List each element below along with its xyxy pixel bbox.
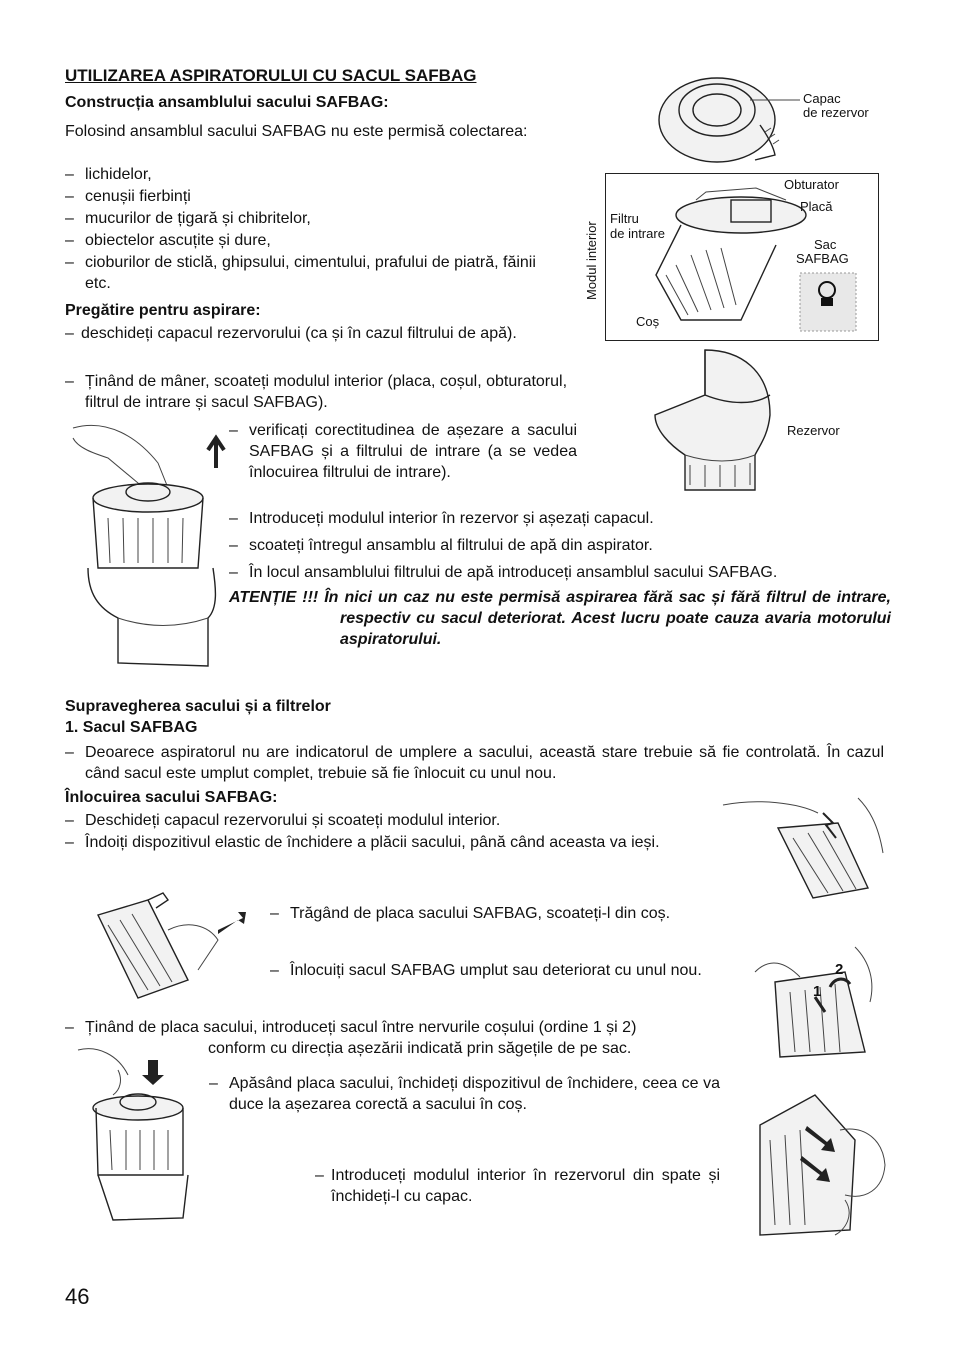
list-item: – cenușii fierbinți <box>65 188 191 205</box>
section-heading-preparation: Pregătire pentru aspirare: <box>65 302 261 319</box>
list-item: – Introduceți modulul interior în rezervorul din spate și închideți-l cu capac. <box>315 1167 720 1205</box>
list-item-continuation: conform cu direcția așezării indicată prin săgețile de pe sac. <box>208 1040 632 1057</box>
tank-cap-illustration <box>655 70 805 170</box>
list-item: – verificați corectitudinea de așezare a sacului SAFBAG și a filtrului de intrare (a se vedea înlocuirea filtrului de intrare). <box>229 422 577 481</box>
step-number-2: 2 <box>835 961 844 978</box>
attention-warning: ATENȚIE !!! În nici un caz nu este permisă aspirarea fără sac și fără filtrul de intrare, respectiv cu sacul deteriorat. Acest lucru poate cauza avaria motorului aspiratorului. <box>229 589 891 648</box>
section-heading-construction: Construcția ansamblului sacului SAFBAG: <box>65 94 389 111</box>
list-item: – obiectelor ascuțite și dure, <box>65 232 271 249</box>
section-heading-supervision: Supravegherea sacului și a filtrelor <box>65 698 331 715</box>
list-item: – scoateți întregul ansamblu al filtrului de apă din aspirator. <box>229 537 653 554</box>
safbag-bag-icon <box>799 272 857 332</box>
label-filtru: Filtru <box>610 211 639 226</box>
bend-clip-illustration <box>718 793 888 903</box>
list-item: – Îndoiți dispozitivul elastic de închidere a plăcii sacului, până când aceasta va ieși. <box>65 834 660 851</box>
subheading-safbag: 1. Sacul SAFBAG <box>65 719 198 736</box>
label-cos: Coș <box>636 314 660 329</box>
list-item: – Ținând de placa sacului, introduceți sacul între nervurile coșului (ordine 1 și 2) <box>65 1019 637 1036</box>
insert-bag-illustration <box>745 942 885 1062</box>
label-rezervor: Rezervor <box>787 423 840 438</box>
list-item: – Apăsând placa sacului, închideți dispozitivul de închidere, ceea ce va duce la așezarea corectă a sacului în coș. <box>209 1075 720 1113</box>
label-obturator: Obturator <box>784 177 839 192</box>
list-item: – Trăgând de placa sacului SAFBAG, scoateți-l din coș. <box>270 905 671 922</box>
label-capac: Capac <box>803 91 841 106</box>
list-item: – cioburilor de sticlă, ghipsului, cimentului, prafului de piatră, făinii etc. <box>65 254 536 292</box>
press-plate-illustration <box>68 1040 198 1225</box>
list-item: – Deoarece aspiratorul nu are indicatorul de umplere a sacului, această stare trebuie să fie controlată. În cazul când sacul este umplut complet, trebuie să fie înlocuit cu unul nou. <box>65 744 884 782</box>
label-modul-interior: Modul interior <box>584 221 599 300</box>
label-de-intrare: de intrare <box>610 226 665 241</box>
insert-module-illustration <box>745 1090 890 1240</box>
label-safbag: SAFBAG <box>796 251 849 266</box>
label-sac: Sac <box>814 237 837 252</box>
list-item: – mucurilor de țigară și chibritelor, <box>65 210 311 227</box>
pull-bag-illustration <box>68 890 248 1005</box>
step-number-1: 1 <box>813 983 822 1000</box>
lift-module-illustration <box>68 418 228 670</box>
list-item: – Ținând de mâner, scoateți modulul interior (placa, coșul, obturatorul, filtrul de intrare și sacul SAFBAG). <box>65 373 568 411</box>
page-number: 46 <box>65 1284 90 1309</box>
list-item: – În locul ansamblului filtrului de apă introduceți ansamblul sacului SAFBAG. <box>229 564 778 581</box>
list-item: – deschideți capacul rezervorului (ca și în cazul filtrului de apă). <box>65 325 517 342</box>
inner-module-illustration <box>636 180 816 330</box>
list-item: – Deschideți capacul rezervorului și scoateți modulul interior. <box>65 812 501 829</box>
label-de-rezervor: de rezervor <box>803 105 869 120</box>
list-item: – Înlocuiți sacul SAFBAG umplut sau deteriorat cu unul nou. <box>270 962 702 979</box>
section-heading-replacement: Înlocuirea sacului SAFBAG: <box>65 789 278 806</box>
section-intro: Folosind ansamblul sacului SAFBAG nu este permisă colectarea: <box>65 123 528 140</box>
list-item: – Introduceți modulul interior în rezervor și așezați capacul. <box>229 510 654 527</box>
tank-illustration <box>650 345 780 495</box>
page-title: UTILIZAREA ASPIRATORULUI CU SACUL SAFBAG <box>65 66 477 85</box>
list-item: – lichidelor, <box>65 166 152 183</box>
label-placa: Placă <box>800 199 833 214</box>
